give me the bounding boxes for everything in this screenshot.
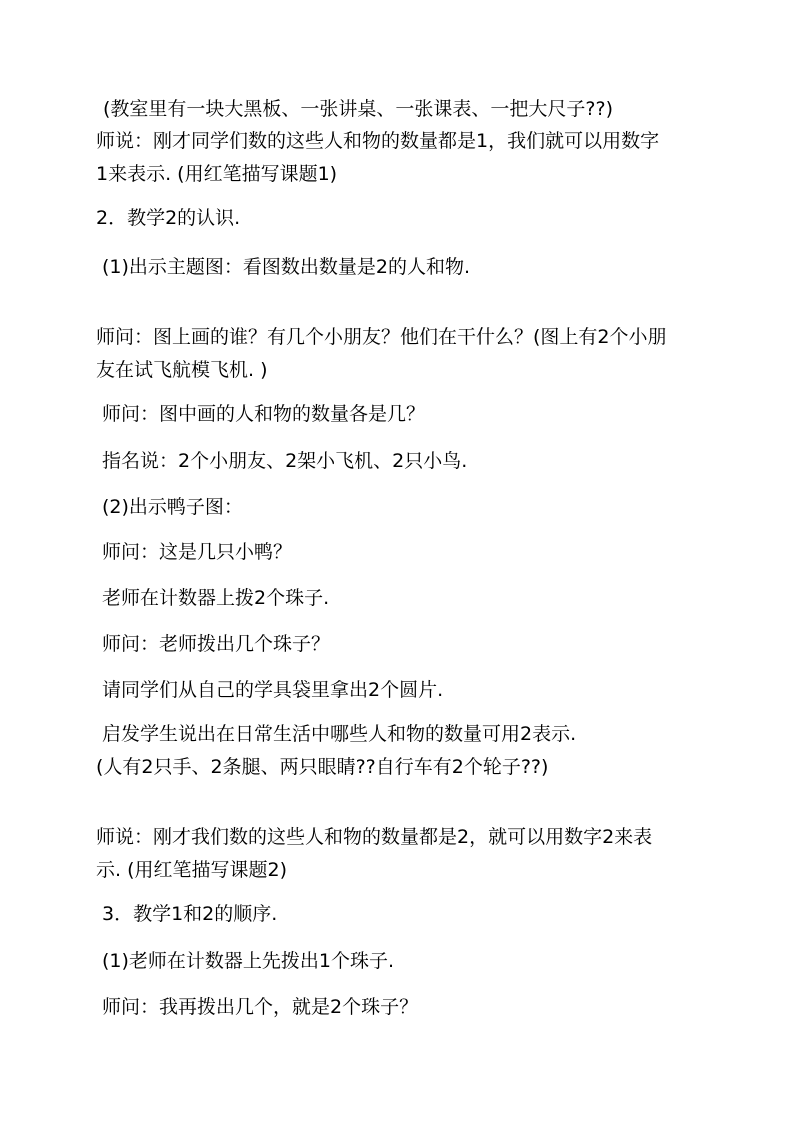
text-line: 师说：刚才我们数的这些人和物的数量都是2，就可以用数字2来表 [96,826,653,848]
text-line: 师说：刚才同学们数的这些人和物的数量都是1，我们就可以用数字 [96,130,660,152]
text-line: 师问：图中画的人和物的数量各是几？ [102,403,426,425]
text-line: 师问：我再拨出几个，就是2个珠子？ [102,996,419,1018]
text-line: (1)老师在计数器上先拨出1个珠子. [102,950,395,972]
text-line: (1)出示主题图：看图数出数量是2的人和物. [102,256,471,278]
text-line: 师问：这是几只小鸭？ [102,541,293,563]
text-line: 指名说：2个小朋友、2架小飞机、2只小鸟. [102,450,468,472]
text-line: 请同学们从自己的学具袋里拿出2个圆片. [102,679,444,701]
text-line: 师问：老师拨出几个珠子？ [102,633,331,655]
text-line: (2)出示鸭子图： [102,496,243,518]
text-line: 老师在计数器上拨2个珠子. [102,587,330,609]
text-line: 1来表示. (用红笔描写课题1) [96,163,338,185]
text-line: 师问：图上画的谁？有几个小朋友？他们在干什么？(图上有2个小朋 [96,326,667,348]
text-line: (人有2只手、2条腿、两只眼睛??自行车有2个轮子??) [96,756,549,778]
section-heading: 3．教学1和2的顺序. [102,903,278,925]
text-line: 示. (用红笔描写课题2) [96,859,287,881]
text-line: 启发学生说出在日常生活中哪些人和物的数量可用2表示. [102,723,577,745]
text-line: (教室里有一块大黑板、一张讲桌、一张课表、一把大尺子??) [103,98,613,120]
section-heading: 2．教学2的认识. [96,207,241,229]
text-line: 友在试飞航模飞机. ) [96,359,268,381]
